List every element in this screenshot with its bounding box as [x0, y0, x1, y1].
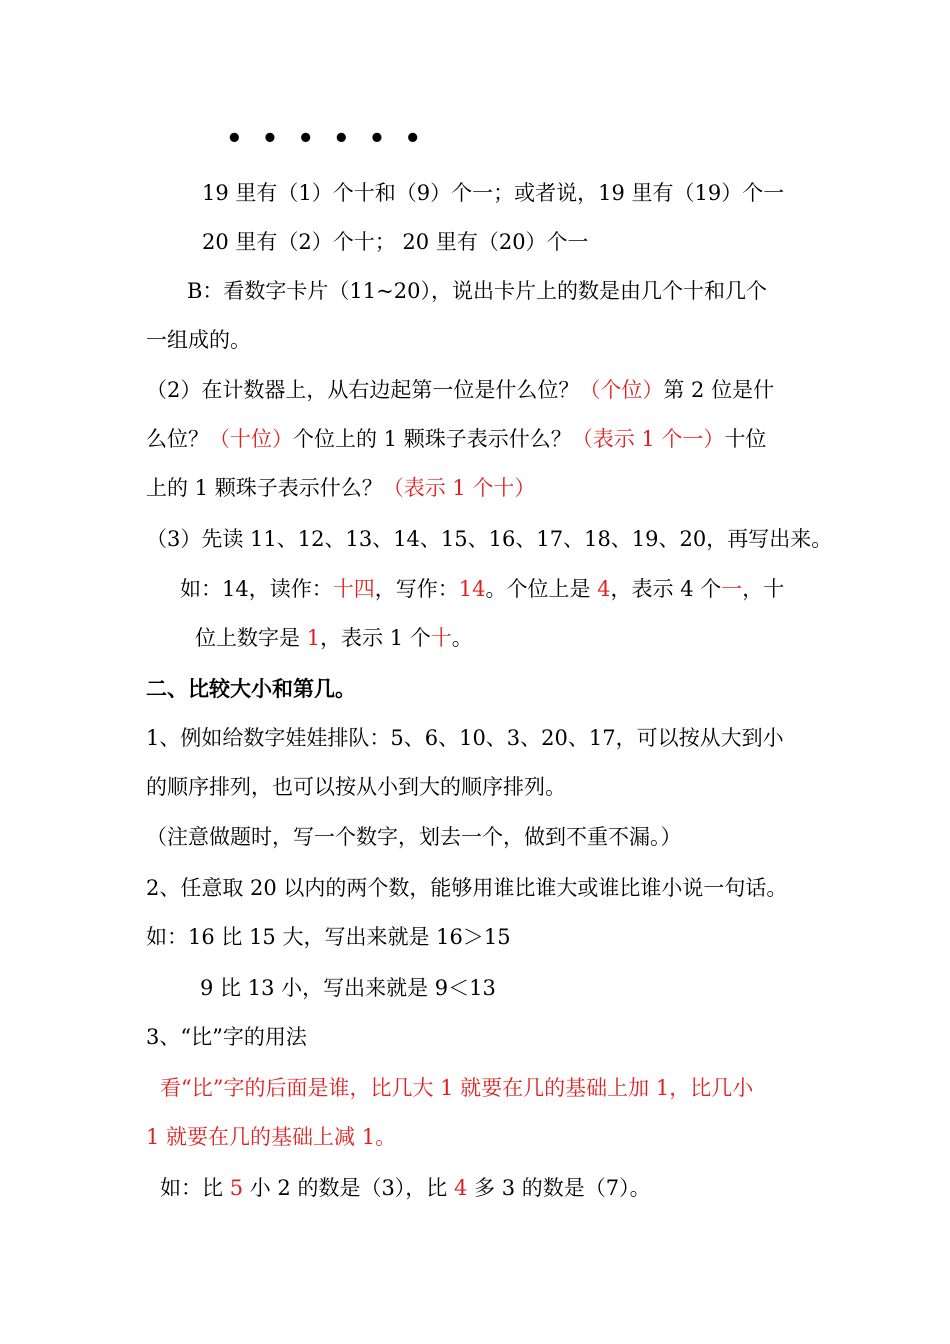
- line-bi-usage-heading: 3、“比”字的用法: [146, 1025, 307, 1049]
- line-counter-question-end: 上的 1 颗珠子表示什么？（表示 1 个十）: [146, 476, 536, 500]
- line-b-cards: B：看数字卡片（11~20），说出卡片上的数是由几个十和几个: [187, 279, 767, 303]
- line-b-cards-cont: 一组成的。: [146, 328, 251, 352]
- line-20-composition: 20 里有（2）个十； 20 里有（20）个一: [202, 230, 589, 254]
- line-compare-example-1: 如：16 比 15 大，写出来就是 16＞15: [146, 925, 511, 949]
- line-example-14: 如：14，读作：十四，写作：14。个位上是 4，表示 4 个一，十: [180, 577, 785, 601]
- line-counter-question-cont: 么位？（十位）个位上的 1 颗珠子表示什么？（表示 1 个一）十位: [146, 427, 767, 451]
- ellipsis-dots: • • • • • •: [226, 124, 426, 154]
- section-heading-compare: 二、比较大小和第几。: [146, 677, 356, 701]
- line-bi-rule-cont: 1 就要在几的基础上减 1。: [146, 1125, 397, 1149]
- line-ordering-note: （注意做题时，写一个数字，划去一个，做到不重不漏。）: [146, 825, 682, 849]
- line-bi-rule: 看“比”字的后面是谁，比几大 1 就要在几的基础上加 1，比几小: [160, 1076, 754, 1100]
- line-19-composition: 19 里有（1）个十和（9）个一；或者说，19 里有（19）个一: [202, 181, 785, 205]
- line-compare-sentence: 2、任意取 20 以内的两个数，能够用谁比谁大或谁比谁小说一句话。: [146, 876, 788, 900]
- line-ordering: 1、例如给数字娃娃排队：5、6、10、3、20、17，可以按从大到小: [146, 726, 784, 750]
- line-ordering-cont: 的顺序排列，也可以按从小到大的顺序排列。: [146, 775, 566, 799]
- line-example-14-cont: 位上数字是 1，表示 1 个十。: [195, 626, 473, 650]
- line-counter-question: （2）在计数器上，从右边起第一位是什么位？（个位）第 2 位是什: [146, 378, 775, 402]
- line-bi-example: 如：比 5 小 2 的数是（3），比 4 多 3 的数是（7）。: [160, 1176, 651, 1200]
- line-compare-example-2: 9 比 13 小，写出来就是 9＜13: [200, 976, 496, 1000]
- line-read-write: （3）先读 11、12、13、14、15、16、17、18、19、20，再写出来。: [146, 527, 833, 551]
